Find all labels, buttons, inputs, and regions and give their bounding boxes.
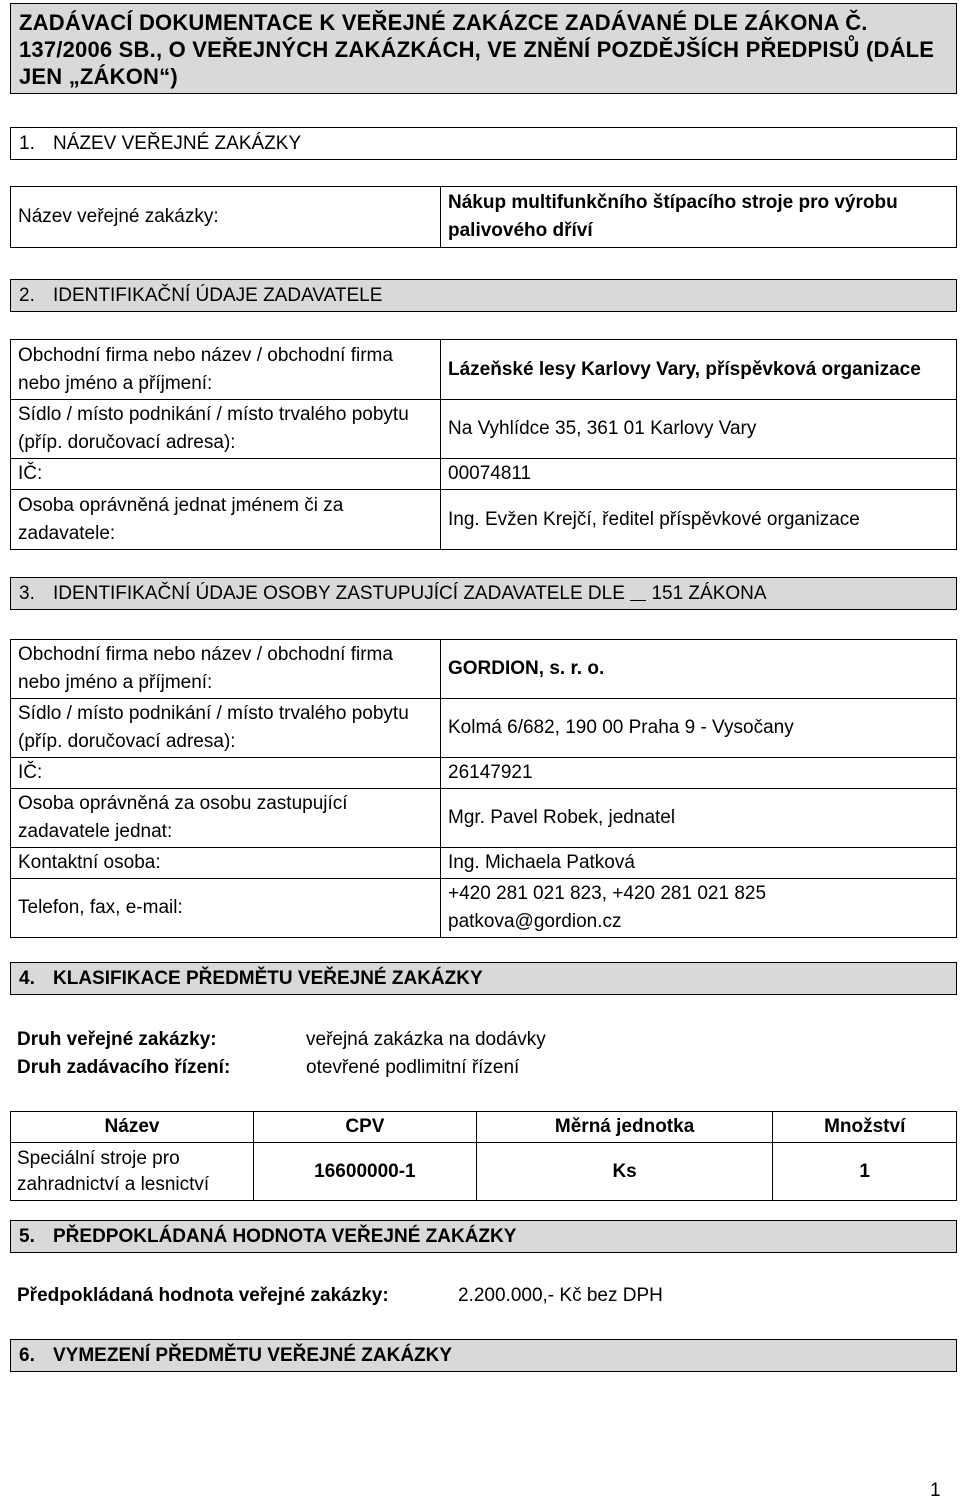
section-title-end: 151 ZÁKONA (651, 583, 767, 604)
contract-type-label: Druh veřejné zakázky: (17, 1029, 217, 1050)
section-title: KLASIFIKACE PŘEDMĚTU VEŘEJNÉ ZAKÁZKY (53, 968, 483, 989)
phone-fax-value: +420 281 021 823, +420 281 021 825 (448, 883, 767, 904)
section-title: VYMEZENÍ PŘEDMĚTU VEŘEJNÉ ZAKÁZKY (53, 1345, 453, 1366)
item-quantity: 1 (773, 1143, 957, 1201)
value: Mgr. Pavel Robek, jednatel (441, 789, 957, 848)
paragraph-icon (630, 582, 646, 601)
estimated-value: 2.200.000,- Kč bez DPH (458, 1285, 663, 1306)
contract-type-value: veřejná zakázka na dodávky (306, 1029, 546, 1050)
section-title: IDENTIFIKAČNÍ ÚDAJE ZADAVATELE (53, 285, 383, 306)
section-title: IDENTIFIKAČNÍ ÚDAJE OSOBY ZASTUPUJÍCÍ ZADAVATELE DLE (53, 583, 625, 604)
label: Název veřejné zakázky: (11, 187, 441, 248)
section-title: NÁZEV VEŘEJNÉ ZAKÁZKY (53, 133, 302, 154)
col-header-cpv: CPV (254, 1112, 477, 1143)
estimated-value-label: Předpokládaná hodnota veřejné zakázky: (17, 1285, 389, 1306)
section-3-table (10, 639, 957, 938)
label: Sídlo / místo podnikání / místo trvalého pobytu (příp. doručovací adresa): (11, 400, 441, 459)
email-value: patkova@gordion.cz (448, 911, 622, 932)
label: Kontaktní osoba: (11, 848, 441, 879)
col-header-unit: Měrná jednotka (476, 1112, 773, 1143)
procedure-type-value: otevřené podlimitní řízení (306, 1057, 520, 1078)
value: Kolmá 6/682, 190 00 Praha 9 - Vysočany (441, 699, 957, 758)
value: 26147921 (441, 758, 957, 789)
col-header-name: Název (11, 1112, 254, 1143)
value: GORDION, s. r. o. (441, 640, 957, 699)
section-number: 4. (19, 968, 35, 989)
section-3-header (10, 577, 957, 610)
label: IČ: (11, 758, 441, 789)
section-1-table (10, 186, 957, 248)
item-cpv: 16600000-1 (254, 1143, 477, 1201)
label: Osoba oprávněná za osobu zastupující zadavatele jednat: (11, 789, 441, 848)
value: Ing. Michaela Patková (441, 848, 957, 879)
value: 00074811 (441, 459, 957, 490)
section-2-header (10, 279, 957, 312)
section-6-header (10, 1339, 957, 1372)
section-4-header (10, 962, 957, 995)
col-header-quantity: Množství (773, 1112, 957, 1143)
contract-name-value: Nákup multifunkčního štípacího stroje pro výrobu palivového dříví (441, 187, 957, 248)
label: IČ: (11, 459, 441, 490)
label: Sídlo / místo podnikání / místo trvalého pobytu (příp. doručovací adresa): (11, 699, 441, 758)
section-number: 6. (19, 1345, 35, 1366)
section-number: 1. (19, 133, 35, 154)
section-number: 5. (19, 1226, 35, 1247)
value: Lázeňské lesy Karlovy Vary, příspěvková organizace (441, 340, 957, 400)
section-number: 2. (19, 285, 35, 306)
label: Osoba oprávněná jednat jménem či za zadavatele: (11, 490, 441, 550)
label: Obchodní firma nebo název / obchodní firma nebo jméno a příjmení: (11, 340, 441, 400)
value: Na Vyhlídce 35, 361 01 Karlovy Vary (441, 400, 957, 459)
item-unit: Ks (476, 1143, 773, 1201)
label: Obchodní firma nebo název / obchodní firma nebo jméno a příjmení: (11, 640, 441, 699)
item-name: Speciální stroje pro zahradnictví a lesnictví (11, 1143, 254, 1201)
value: Ing. Evžen Krejčí, ředitel příspěvkové organizace (441, 490, 957, 550)
section-2-table (10, 339, 957, 550)
section-5-header (10, 1220, 957, 1253)
section-1-header (10, 127, 957, 160)
label: Telefon, fax, e-mail: (11, 879, 441, 938)
value (441, 879, 957, 938)
section-number: 3. (19, 583, 35, 604)
document-title: ZADÁVACÍ DOKUMENTACE K VEŘEJNÉ ZAKÁZCE ZADÁVANÉ DLE ZÁKONA Č. 137/2006 SB., O VEŘEJNÝCH ZAKÁZKÁCH, VE ZNĚNÍ POZDĚJŠÍCH PŘEDPISŮ (DÁLE JEN „ZÁKON“) (10, 3, 957, 94)
classification-table (10, 1111, 957, 1201)
section-title: PŘEDPOKLÁDANÁ HODNOTA VEŘEJNÉ ZAKÁZKY (53, 1226, 517, 1247)
page-number: 1 (930, 1480, 941, 1501)
procedure-type-label: Druh zadávacího řízení: (17, 1057, 231, 1078)
